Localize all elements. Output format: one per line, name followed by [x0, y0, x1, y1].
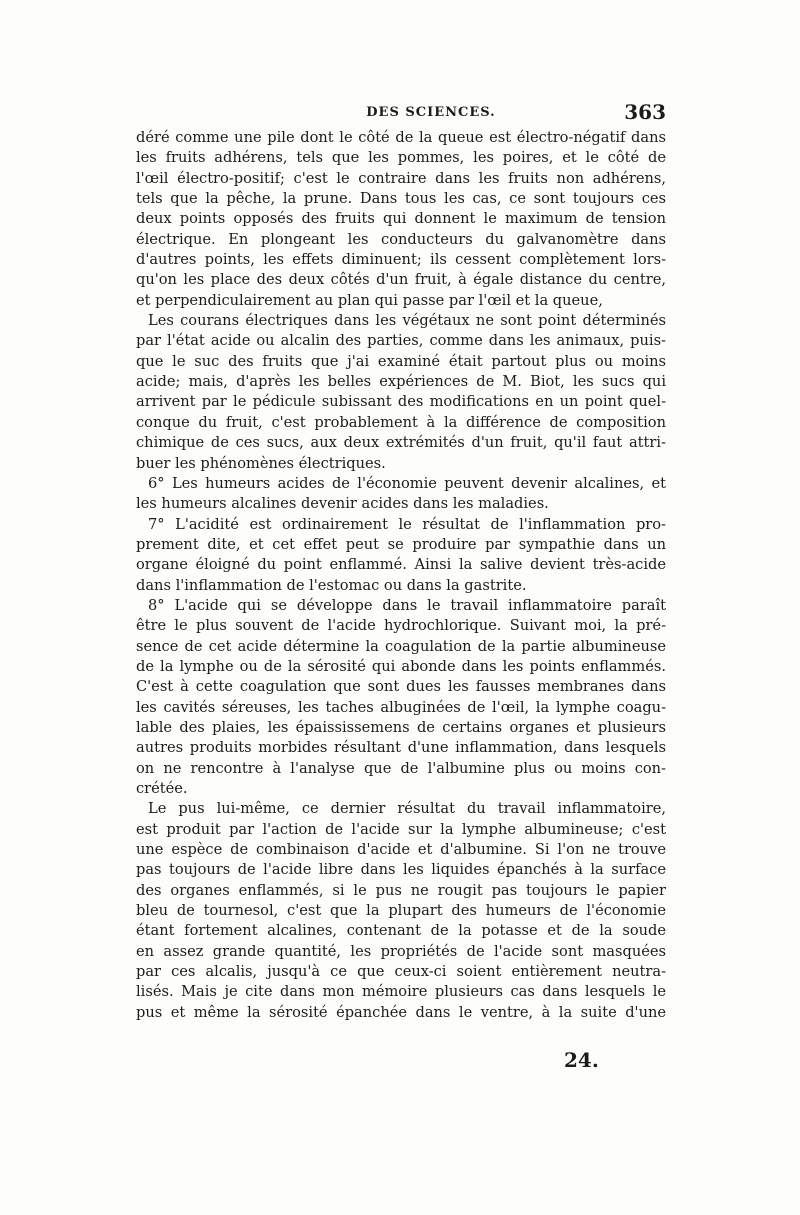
text-line: buer les phénomènes électriques. [136, 454, 386, 472]
text-line: crétée. [136, 780, 188, 797]
text-line: 8° L'acide qui se développe dans le travail inflammatoire paraît [148, 596, 666, 614]
text-line: est produit par l'action de l'acide sur la lymphe albumineuse; c'est [136, 820, 666, 838]
text-line: acide; mais, d'après les belles expériences de M. Biot, les sucs qui [136, 373, 666, 391]
text-line: organe éloigné du point enflammé. Ainsi la salive devient très-acide [136, 556, 666, 574]
text-line: pas toujours de l'acide libre dans les liquides épanchés à la surface [136, 861, 666, 879]
text-line: conque du fruit, c'est probablement à la différence de composition [136, 413, 666, 431]
text-line: et perpendiculairement au plan qui passe par l'œil et la queue, [136, 291, 603, 309]
text-line: qu'on les place des deux côtés d'un fruit, à égale distance du centre, [136, 271, 666, 289]
text-line: en assez grande quantité, les propriétés de l'acide sont masquées [136, 942, 666, 960]
text-line: Les courans électriques dans les végétaux ne sont point déterminés [148, 312, 666, 330]
text-line: arrivent par le pédicule subissant des modifications en un point quel- [136, 393, 666, 411]
signature-mark: 24. [564, 1048, 599, 1072]
text-line: par l'état acide ou alcalin des parties, comme dans les animaux, puis- [136, 332, 666, 350]
text-line: déré comme une pile dont le côté de la queue est électro-négatif dans [136, 129, 666, 146]
text-line: pus et même la sérosité épanchée dans le ventre, à la suite d'une [136, 1003, 666, 1021]
text-line: dans l'inflammation de l'estomac ou dans la gastrite. [136, 576, 527, 594]
running-head [136, 100, 666, 124]
text-line: par ces alcalis, jusqu'à ce que ceux-ci soient entièrement neutra- [136, 963, 666, 981]
text-line: des organes enflammés, si le pus ne rougit pas toujours le papier [136, 881, 666, 899]
text-line: C'est à cette coagulation que sont dues les fausses membranes dans [136, 678, 666, 696]
text-line: lisés. Mais je cite dans mon mémoire plusieurs cas dans lesquels le [136, 983, 666, 1001]
text-line: 7° L'acidité est ordinairement le résultat de l'inflammation pro- [148, 515, 666, 533]
text-line: on ne rencontre à l'analyse que de l'albumine plus ou moins con- [136, 759, 666, 777]
text-line: autres produits morbides résultant d'une inflammation, dans lesquels [136, 739, 666, 757]
text-line: bleu de tournesol, c'est que la plupart des humeurs de l'économie [136, 902, 666, 920]
text-line: que le suc des fruits que j'ai examiné était partout plus ou moins [136, 352, 666, 370]
text-line: l'œil électro-positif; c'est le contraire dans les fruits non adhérens, [136, 169, 666, 187]
text-line: étant fortement alcalines, contenant de la potasse et de la soude [136, 922, 666, 940]
text-line: les humeurs alcalines devenir acides dans les maladies. [136, 495, 549, 513]
running-title: DES SCIENCES. [366, 105, 496, 120]
text-line: les cavités séreuses, les taches albuginées de l'œil, la lymphe coagu- [136, 698, 666, 716]
text-line: 6° Les humeurs acides de l'économie peuvent devenir alcalines, et [148, 474, 666, 492]
text-line: électrique. En plongeant les conducteurs du galvanomètre dans [136, 230, 666, 248]
text-line: sence de cet acide détermine la coagulation de la partie albumineuse [136, 637, 666, 655]
text-line: une espèce de combinaison d'acide et d'albumine. Si l'on ne trouve [136, 841, 666, 859]
text-line: être le plus souvent de l'acide hydrochlorique. Suivant moi, la pré- [136, 617, 666, 635]
text-line: Le pus lui-même, ce dernier résultat du travail inflammatoire, [148, 800, 666, 818]
text-line: de la lymphe ou de la sérosité qui abonde dans les points enflammés. [136, 657, 666, 675]
text-line: les fruits adhérens, tels que les pommes, les poires, et le côté de [136, 149, 666, 167]
page-number: 363 [624, 100, 666, 124]
text-line: deux points opposés des fruits qui donnent le maximum de tension [136, 210, 666, 228]
text-line: d'autres points, les effets diminuent; ils cessent complètement lors- [136, 251, 666, 269]
text-line: prement dite, et cet effet peut se produire par sympathie dans un [136, 535, 666, 553]
text-line: lable des plaies, les épaississemens de certains organes et plusieurs [136, 718, 666, 736]
body-text [136, 128, 666, 1023]
text-line: chimique de ces sucs, aux deux extrémités d'un fruit, qu'il faut attri- [136, 434, 666, 452]
text-line: tels que la pêche, la prune. Dans tous les cas, ce sont toujours ces [136, 190, 666, 208]
